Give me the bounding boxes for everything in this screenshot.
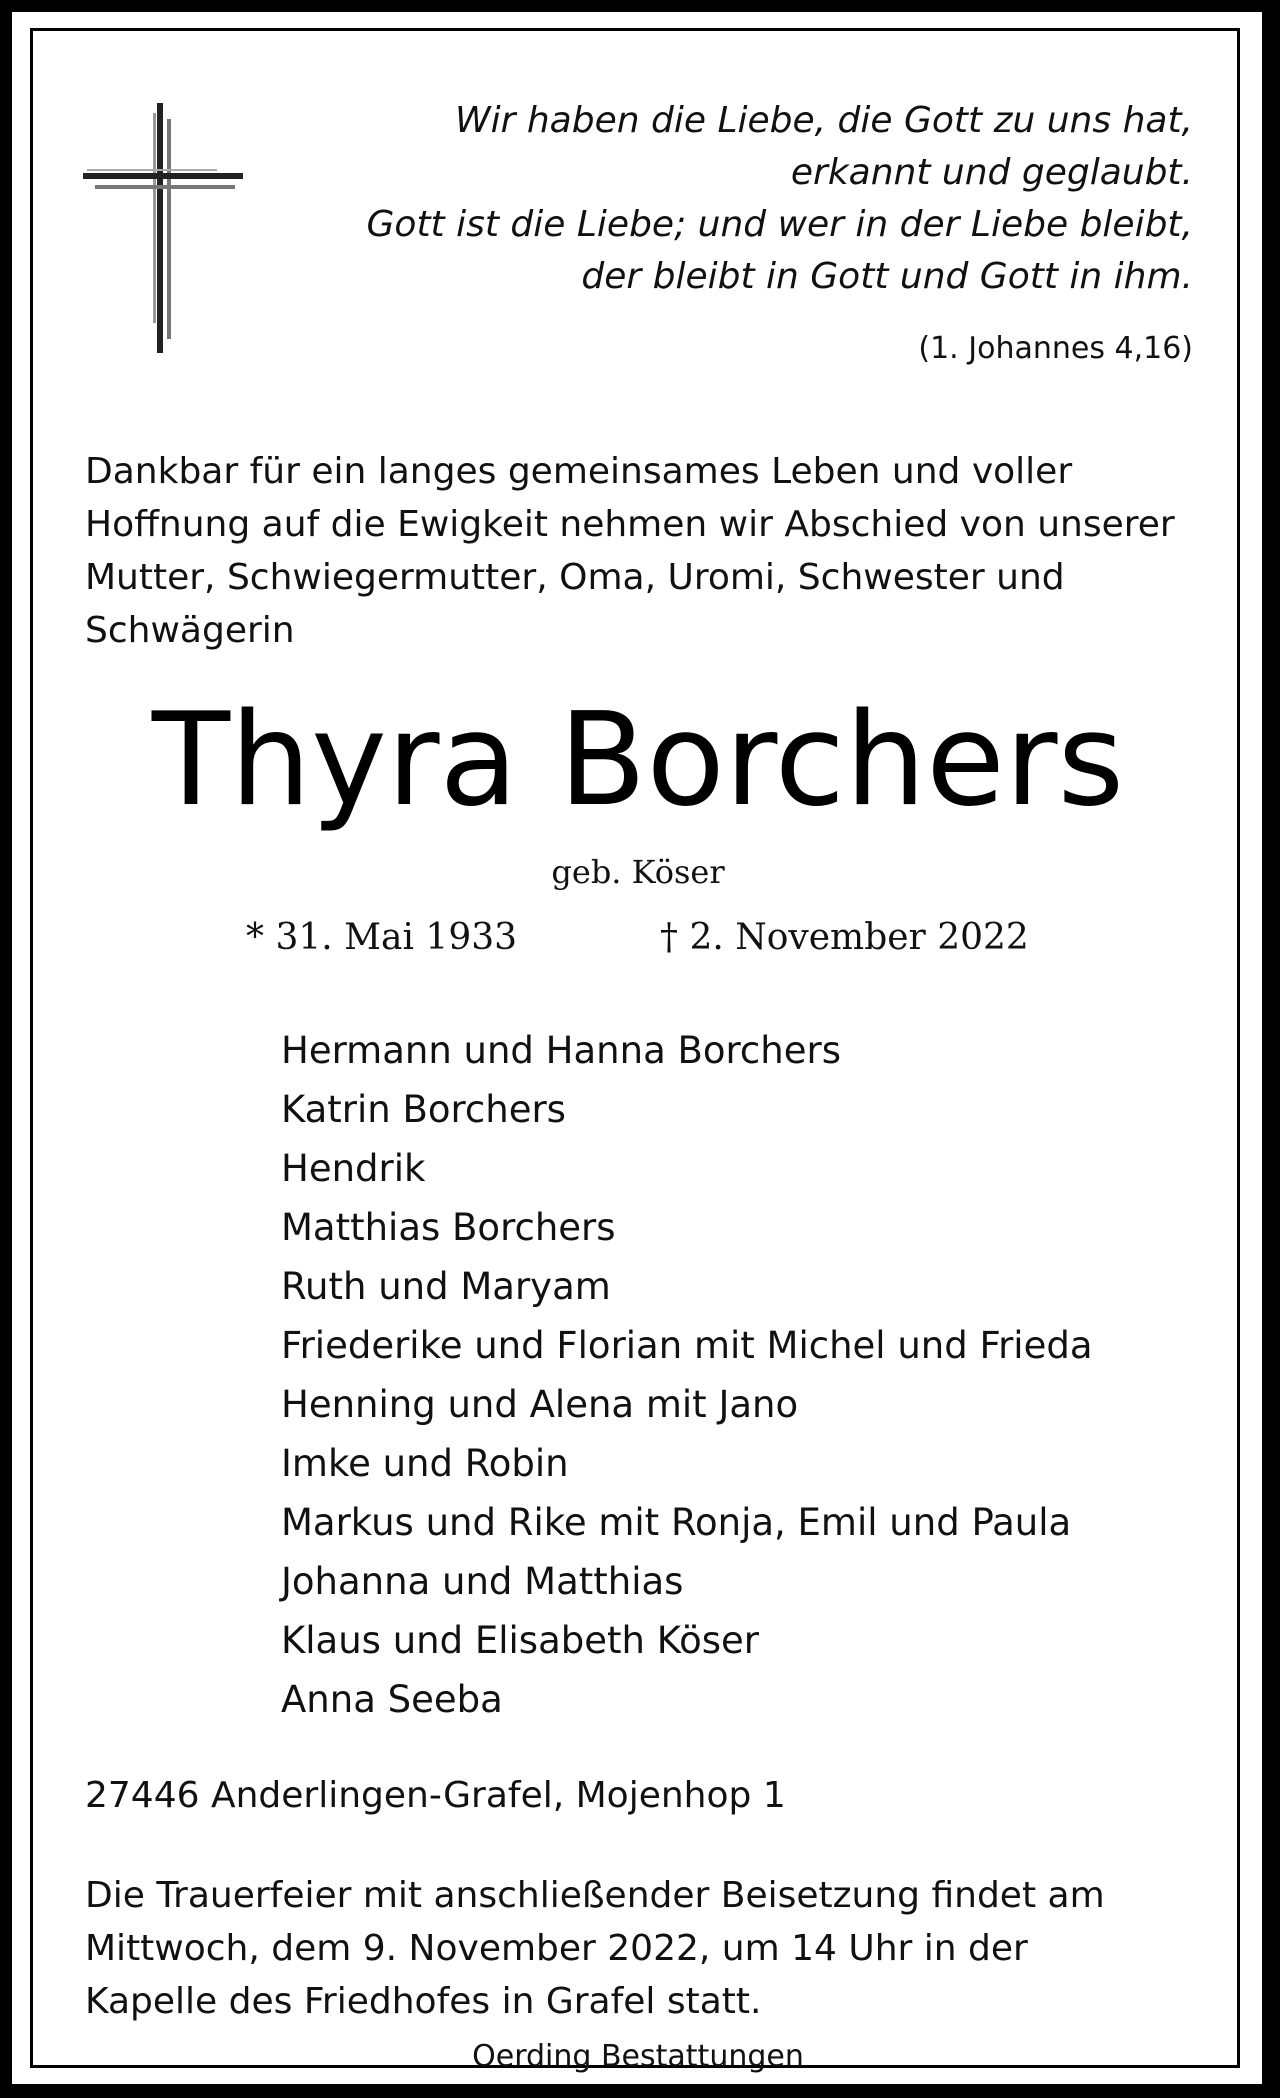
bible-verse xyxy=(293,95,1193,303)
undertaker-name: Oerding Bestattungen xyxy=(472,2039,804,2074)
paper xyxy=(12,12,1262,2084)
family-address: 27446 Anderlingen-Grafel, Mojenhop 1 xyxy=(85,1775,786,1816)
mourner-entry: Hendrik xyxy=(281,1147,426,1190)
mourner-entry: Klaus und Elisabeth Köser xyxy=(281,1619,760,1662)
mourner-entry: Markus und Rike mit Ronja, Emil und Paula xyxy=(281,1501,1072,1544)
intro-line: Schwägerin xyxy=(85,610,295,651)
mourners-list xyxy=(281,1021,1093,1729)
deceased-name: Thyra Borchers xyxy=(151,686,1125,835)
mourner-entry: Imke und Robin xyxy=(281,1442,569,1485)
mourner-entry: Johanna und Matthias xyxy=(281,1560,684,1603)
funeral-service-info xyxy=(85,1869,1235,2028)
death-date: † 2. November 2022 xyxy=(660,917,1029,958)
service-line: Die Trauerfeier mit anschließender Beisetzung findet am xyxy=(85,1875,1105,1916)
verse-line: der bleibt in Gott und Gott in ihm. xyxy=(581,256,1193,297)
maiden-name: geb. Köser xyxy=(551,853,725,891)
verse-reference: (1. Johannes 4,16) xyxy=(918,331,1193,366)
verse-line: Wir haben die Liebe, die Gott zu uns hat, xyxy=(455,100,1193,141)
cross-icon xyxy=(83,103,243,353)
service-line: Mittwoch, dem 9. November 2022, um 14 Uhr in der xyxy=(85,1928,1028,1969)
birth-date: * 31. Mai 1933 xyxy=(246,917,518,958)
mourner-entry: Henning und Alena mit Jano xyxy=(281,1383,799,1426)
intro-line: Dankbar für ein langes gemeinsames Leben und voller xyxy=(85,451,1073,492)
mourner-entry: Matthias Borchers xyxy=(281,1206,616,1249)
service-line: Kapelle des Friedhofes in Grafel statt. xyxy=(85,1981,762,2022)
mourner-entry: Katrin Borchers xyxy=(281,1088,566,1131)
intro-line: Mutter, Schwiegermutter, Oma, Uromi, Schwester und xyxy=(85,557,1065,598)
verse-line: erkannt und geglaubt. xyxy=(790,152,1193,193)
obituary-frame xyxy=(30,28,1240,2074)
verse-line: Gott ist die Liebe; und wer in der Liebe bleibt, xyxy=(366,204,1193,245)
intro-text xyxy=(85,445,1235,657)
mourner-entry: Ruth und Maryam xyxy=(281,1265,611,1308)
mourner-entry: Anna Seeba xyxy=(281,1678,503,1721)
intro-line: Hoffnung auf die Ewigkeit nehmen wir Abschied von unserer xyxy=(85,504,1175,545)
mourner-entry: Hermann und Hanna Borchers xyxy=(281,1029,841,1072)
mourner-entry: Friederike und Florian mit Michel und Frieda xyxy=(281,1324,1093,1367)
